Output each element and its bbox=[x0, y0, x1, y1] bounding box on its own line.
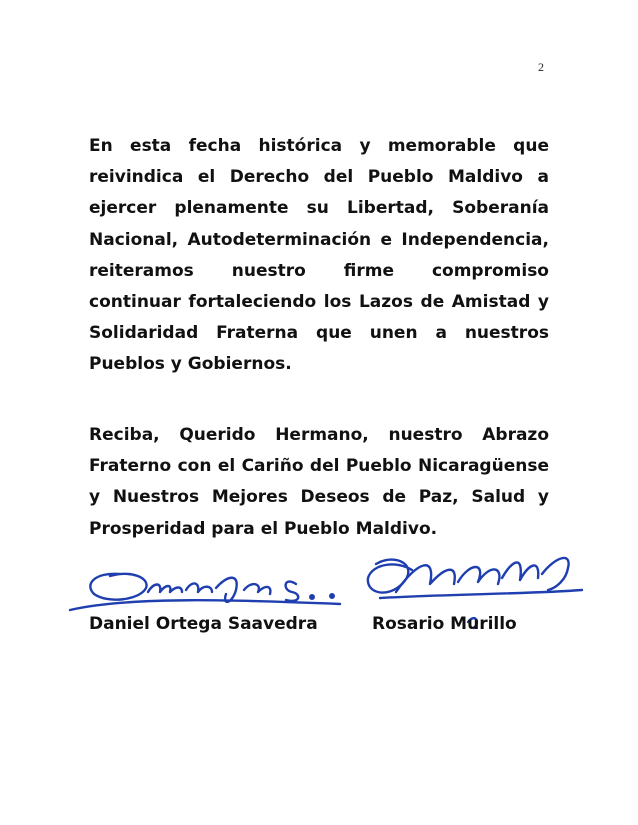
page-number: 2 bbox=[538, 60, 544, 74]
signature-daniel-ortega bbox=[70, 574, 340, 610]
body-paragraph-2: Reciba, Querido Hermano, nuestro Abrazo Fraterno con el Cariño del Pueblo Nicaragüense y Nuestros Mejores Deseos de Paz, Salud y Prosperidad para el Pueblo Maldivo. bbox=[89, 425, 549, 539]
body-paragraph-1: En esta fecha histórica y memorable que reivindica el Derecho del Pueblo Maldivo a ejercer plenamente su Libertad, Soberanía Nacional, Autodeterminación e Independencia, reiteramos nuestro firme compromiso continuar fortaleciendo los Lazos de Amistad y Solidaridad Fraterna que unen a nuestros Pueblos y Gobiernos. bbox=[89, 136, 549, 375]
signer-name-daniel-ortega: Daniel Ortega Saavedra bbox=[89, 614, 318, 634]
signer-name-rosario-murillo: Rosario Murillo bbox=[372, 614, 517, 634]
